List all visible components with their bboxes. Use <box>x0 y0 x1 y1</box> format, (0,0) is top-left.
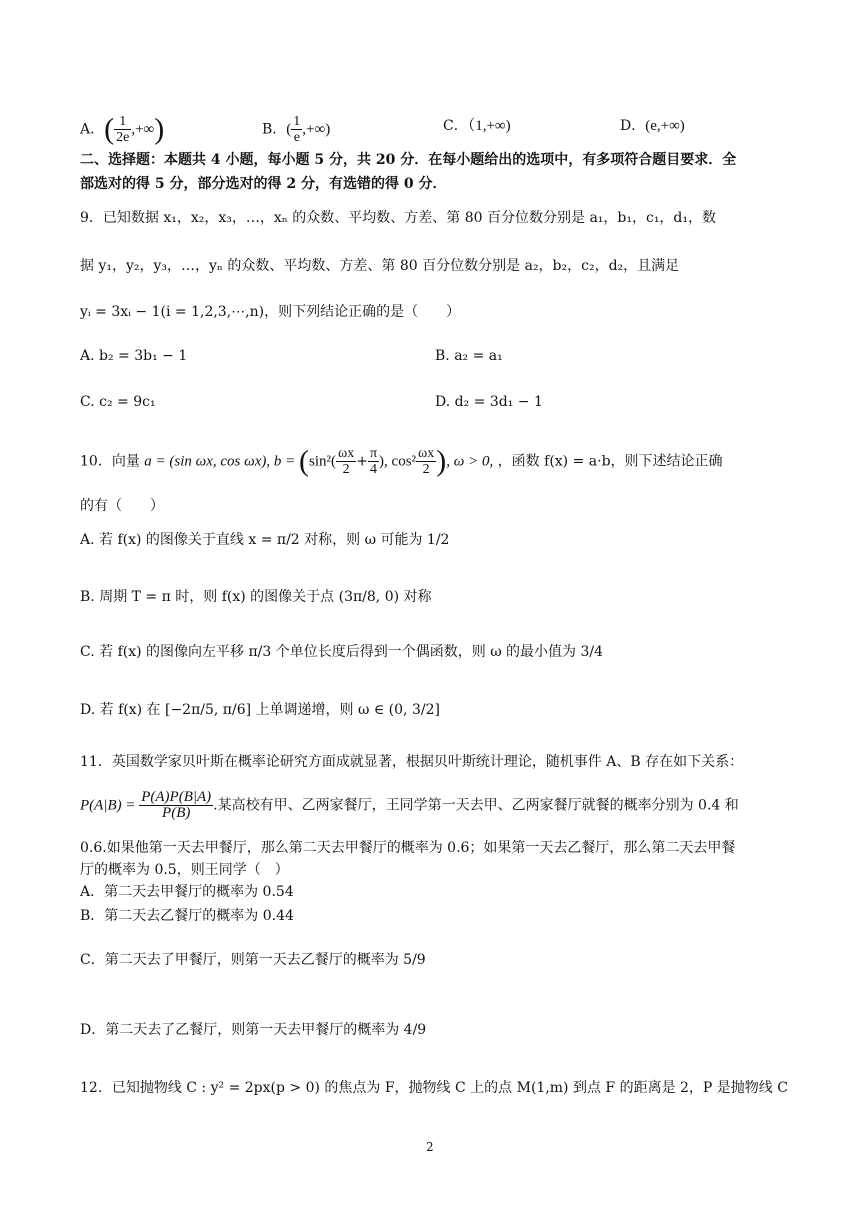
q10-option-c: C. 若 f(x) 的图像向左平移 π/3 个单位长度后得到一个偶函数，则 ω 的最小值为 3/4 <box>80 644 604 660</box>
q8-option-b-label: B． <box>262 121 287 138</box>
q8-option-d: D．(e,+∞) <box>620 118 685 134</box>
q10-line1: 10．向量 a = (sin ωx, cos ωx), b = (sin²( $\frac{\omega x}{2}$ + $\frac{\pi}{4}$ ), cos² $\frac{\omega x}{2}$ ), ω > 0, ，函数 f(x) = a·b，则下述结论正确 <box>80 444 723 478</box>
q12-line1: 12．已知抛物线 C : y² = 2px(p > 0) 的焦点为 F，抛物线 C 上的点 M(1,m) 到点 F 的距离是 2，P 是抛物线 C <box>80 1080 788 1096</box>
q10-line1-prefix: 10．向量 <box>80 453 140 470</box>
q9-option-a: A. b₂ = 3b₁ − 1 <box>80 348 188 364</box>
q11-line2-suffix: .某高校有甲、乙两家餐厅，王同学第一天去甲、乙两家餐厅就餐的概率分别为 0.4 和 <box>213 797 739 814</box>
q11-line4: 厅的概率为 0.5，则王同学（ ） <box>80 862 289 878</box>
q11-option-d: D．第二天去了乙餐厅，则第一天去甲餐厅的概率为 4/9 <box>80 1022 427 1038</box>
section2-line2: 部选对的得 5 分，部分选对的得 2 分，有选错的得 0 分． <box>80 176 447 192</box>
q9-option-c: C. c₂ = 9c₁ <box>80 394 156 410</box>
q11-option-b: B．第二天去乙餐厅的概率为 0.44 <box>80 908 294 924</box>
q8-option-d-label: D． <box>620 118 646 134</box>
q9-option-b: B. a₂ = a₁ <box>435 348 503 364</box>
q11-line3: 0.6.如果他第一天去甲餐厅，那么第二天去甲餐厅的概率为 0.6；如果第一天去乙餐厅，那么第二天去甲餐 <box>80 840 736 856</box>
section2-line1: 二、选择题：本题共 4 小题，每小题 5 分，共 20 分．在每小题给出的选项中，有多项符合题目要求．全 <box>80 152 737 168</box>
q8-option-c-label: C． <box>443 118 468 134</box>
q11-option-c: C．第二天去了甲餐厅，则第一天去乙餐厅的概率为 5/9 <box>80 952 426 968</box>
q8-option-b: B．( $\frac{1}{e}$ ,+∞) <box>262 114 331 145</box>
q9-option-d: D. d₂ = 3d₁ − 1 <box>435 394 543 410</box>
q10-option-b: B. 周期 T = π 时，则 f(x) 的图像关于点 (3π/8, 0) 对称 <box>80 589 432 605</box>
q8-option-a: A．( $\frac{1}{2e}$ ,+∞) <box>80 112 165 146</box>
q9-line1: 9．已知数据 x₁，x₂，x₃，…，xₙ 的众数、平均数、方差、第 80 百分位数分别是 a₁，b₁，c₁，d₁，数 <box>80 210 717 226</box>
q10-line1-suffix: ，函数 f(x) = a·b，则下述结论正确 <box>497 453 723 470</box>
q11-line1: 11．英国数学家贝叶斯在概率论研究方面成就显著，根据贝叶斯统计理论，随机事件 A、B 存在如下关系： <box>80 754 744 770</box>
q11-bayes-formula: P(A|B) = <box>80 797 140 814</box>
page-number: 2 <box>426 1140 434 1154</box>
q10-option-a: A. 若 f(x) 的图像关于直线 x = π/2 对称，则 ω 可能为 1/2 <box>80 532 450 548</box>
q9-line2: 据 y₁，y₂，y₃，…，yₙ 的众数、平均数、方差、第 80 百分位数分别是 a₂，b₂，c₂，d₂，且满足 <box>80 258 680 274</box>
q11-line2: P(A|B) = $\frac{P(A)P(B|A)}{P(B)}$ .某高校有甲、乙两家餐厅，王同学第一天去甲、乙两家餐厅就餐的概率分别为 0.4 和 <box>80 789 739 821</box>
q10-option-d: D. 若 f(x) 在 [−2π/5, π/6] 上单调递增，则 ω ∈ (0, 3/2] <box>80 702 440 718</box>
q10-vector-formula: a = (sin ωx, cos ωx), b = <box>144 453 300 470</box>
q10-line2: 的有（ ） <box>80 498 164 514</box>
q8-option-c: C．（1,+∞) <box>443 118 511 134</box>
q11-option-a: A．第二天去甲餐厅的概率为 0.54 <box>80 884 294 900</box>
q8-option-a-label: A． <box>80 121 105 138</box>
q9-line3: yᵢ = 3xᵢ − 1(i = 1,2,3,⋯,n)，则下列结论正确的是（ ） <box>80 304 461 320</box>
